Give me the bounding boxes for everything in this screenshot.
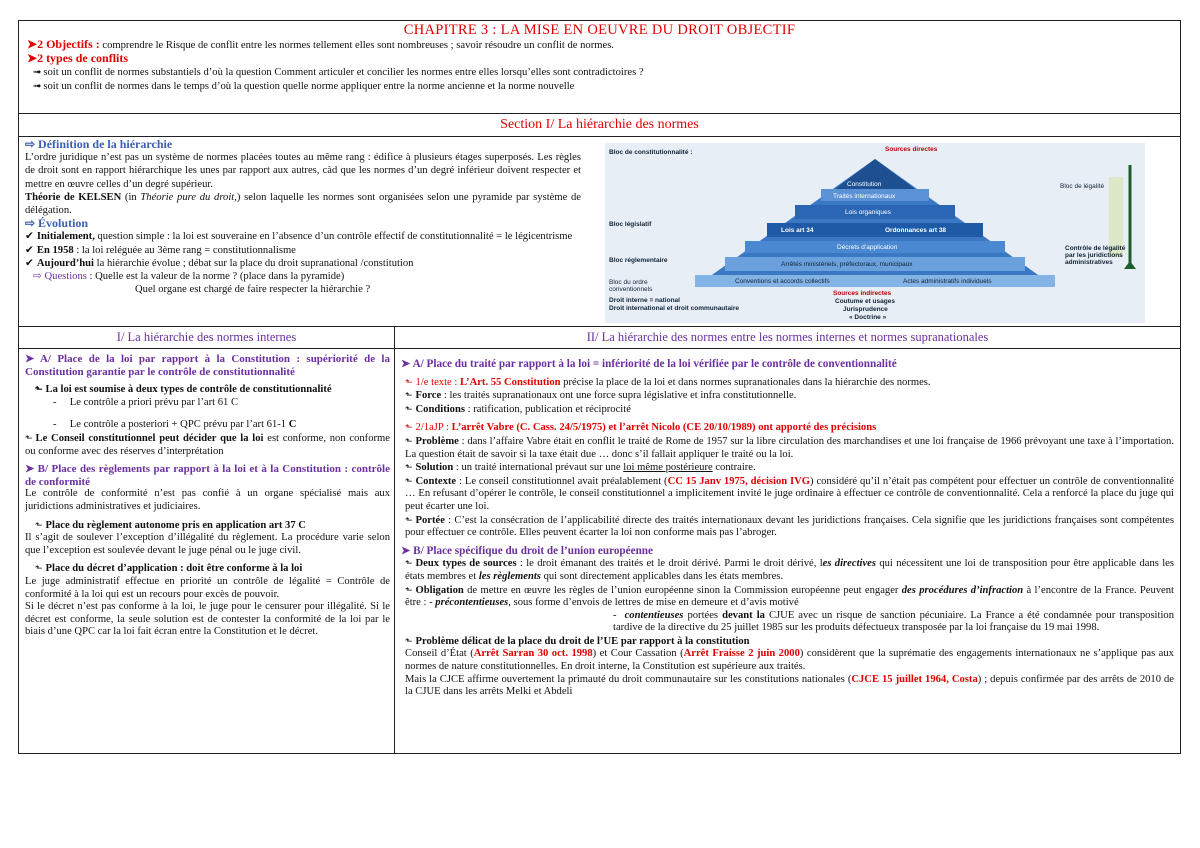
pyramid-level: Conventions et accords collectifs <box>735 278 830 285</box>
col1-heading: I/ La hiérarchie des normes internes <box>19 327 395 348</box>
type-item: ➟ soit un conflit de normes substantiels d’où la question Comment articuler et concilier les normes entre elles lorsqu’elles sont contradictoires ? <box>27 66 1177 79</box>
indirect-sources: Sources indirectes <box>833 290 892 297</box>
reglement-autonome: ⬑ Place du règlement autonome pris en application art 37 C <box>25 519 390 533</box>
pyramid-level: Lois art 34 <box>781 227 814 234</box>
col2-subsection-a: ➤ A/ Place du traité par rapport à la loi = infériorité de la loi vérifiée par le contrôle de conventionnalité <box>401 358 897 370</box>
conditions-line: ⬑ Conditions : ratification, publication et réciprocité <box>401 403 1174 417</box>
decret-text: Le juge administratif effectue en priorité un contrôle de légalité = Contrôle de conformité à la loi qui est un recours pour excès de pouvoir. <box>25 575 390 600</box>
cc-decision: ⬑ Le Conseil constitutionnel peut décider que la loi est conforme, non conforme ou conforme avec des réserves d’interprétation <box>25 432 390 458</box>
pyramid-level: Décrets d’application <box>837 244 898 251</box>
evolution-item: ✔ Initialement, question simple : la loi est souveraine en l’absence d’un contrôle effectif de constitutionnalité = le légicentrisme <box>25 230 581 243</box>
chapter-header <box>19 21 1180 114</box>
pyramid-left-label: Bloc réglementaire <box>609 257 668 264</box>
objectifs-text: comprendre le Risque de conflit entre les normes tellement elles sont nombreuses ; savoir résoudre un conflit de normes. <box>99 40 614 51</box>
contexte-line: ⬑ Contexte : Le conseil constitutionnel avait préalablement (CC 15 Janv 1975, décision IVG) considéré qu’il n’était pas compétent pour effectuer un contrôle de conventionnalité … En refusant d’opérer le contrôle, le conseil constitutionnel a implicitement invité le juge ordinaire à effectuer ce contrôle de conventionnalité. Cela a renforcé la place du juge qui peut écarter une loi. <box>401 475 1174 514</box>
objectifs-label: 2 Objectifs : <box>37 37 100 51</box>
texte-line: ⬑ 1/e texte : L’Art. 55 Constitution précise la place de la loi et dans normes supranationales dans la hiérarchie des normes. <box>401 376 1174 390</box>
contentieuses-line: - contentieuses portées devant la CJUE avec un risque de sanction pécuniaire. La France a été condamnée pour transposition tardive de la directive du 25 juillet 1985 sur les produits défectueux transposée par la loi française du 19 mai 1998. <box>613 609 1174 634</box>
side-label: Bloc de légalité <box>1060 183 1105 190</box>
sources-line: ⬑ Deux types de sources : le droit émanant des traités et le droit dérivé. Parmi le droit dérivé, les directives qui nécessitent une loi de transposition pour être applicable dans les états membres et les règlements qui sont directement applicables dans les états membres. <box>401 557 1174 583</box>
pyramid-level: Ordonnances art 38 <box>885 227 947 234</box>
chapter-title: CHAPITRE 3 : LA MISE EN OEUVRE DU DROIT OBJECTIF <box>403 22 796 38</box>
jp-line: ⬑ 2/1aJP : L’arrêt Vabre (C. Cass. 24/5/1975) et l’arrêt Nicolo (CE 20/10/1989) ont apporté des précisions <box>401 421 1174 435</box>
pyramid-level: Arrêtés ministériels, préfectoraux, municipaux <box>781 261 913 268</box>
cjce-line: Mais la CJCE affirme ouvertement la primauté du droit communautaire sur les constitutions nationales (CJCE 15 juillet 1964, Costa) ; depuis confirmée par des arrêts de 2010 de la CJUE dans les arrêts Melki et Abdeli <box>405 673 1175 698</box>
type-item: ➟ soit un conflit de normes dans le temps d’où la question quelle norme appliquer entre la norme ancienne et la norme nouvelle <box>27 80 1177 93</box>
types-label: 2 types de conflits <box>37 51 129 66</box>
evolution-item: ✔ Aujourd’hui la hiérarchie évolue ; débat sur la place du droit supranational /constitution <box>25 257 581 270</box>
obligation-line: ⬑ Obligation de mettre en œuvre les règles de l’union européenne sinon la Commission européenne peut engager des procédures d’infraction à l’encontre de la France. Peuvent être : - précontentieuses, sous forme d’envois de lettres de mise en demeure et d’avis motivé <box>401 584 1174 610</box>
pyramid-left-label: Bloc du ordre conventionnels <box>609 279 653 293</box>
reglement-text: Il s’agit de soulever l’exception d’illégalité du règlement. La procédure varie selon que l’exception est soulevée devant le juge pénal ou le juge civil. <box>25 532 390 556</box>
columns-header <box>19 327 1180 349</box>
jurisprudence-line: Conseil d’État (Arrêt Sarran 30 oct. 1998) et Cour Cassation (Arrêt Fraisse 2 juin 2000) considèrent que la suprématie des engagements internationaux ne s’applique pas aux normes de nature constitutionnelles. En droit interne, la Constitution est supérieure aux traités. <box>405 648 1174 673</box>
col1-content <box>19 349 395 753</box>
control-item: - Le contrôle a priori prévu par l’art 61 C <box>53 396 239 408</box>
force-line: ⬑ Force : les traités supranationaux ont une force supra législative et infra constitutionnelle. <box>401 389 1174 403</box>
probleme-line: ⬑ Problème : dans l’affaire Vabre était en conflit le traité de Rome de 1957 sur la libre circulation des marchandises et une loi française de 1966 prévoyant une taxe à l’importation. La question était de savoir si la taxe était due … donc s’il fallait appliquer le traité ou la loi. <box>401 435 1174 461</box>
pyramid-level: Actes administratifs individuels <box>903 278 992 285</box>
intro-block <box>19 38 1180 95</box>
section-title-row <box>19 114 1180 137</box>
solution-line: ⬑ Solution : un traité international prévaut sur une loi même postérieure contraire. <box>401 461 1174 475</box>
col1-subsection-a: ➤ A/ Place de la loi par rapport à la Constitution : supériorité de la Constitution garantie par le contrôle de constitutionnalité <box>25 353 390 378</box>
arrow-icon: ➤ <box>27 37 38 51</box>
decret-text-2: Si le décret n’est pas conforme à la loi, le juge pour le censurer pour illégalité. Si le décret est conforme, la seule solution est de contester la conformité de la loi par le biais d’une QPC car la loi fait écran entre la Constitution et le décret. <box>25 601 390 638</box>
b-text: Le contrôle de conformité n’est pas confié à un organe spécialisé mais aux juridictions administratives et judiciaires. <box>25 488 390 512</box>
col2-heading: II/ La hiérarchie des normes entre les normes internes et normes supranationales <box>586 330 989 344</box>
definition-heading: ⇨ Définition de la hiérarchie <box>25 137 173 151</box>
document-sheet <box>18 20 1181 754</box>
section1-body <box>19 137 1180 327</box>
questions-line: ⇨ Questions : Quelle est la valeur de la norme ? (place dans la pyramide) <box>33 271 345 283</box>
control-types: ⬑ La loi est soumise à deux types de contrôle de constitutionnalité <box>25 383 390 397</box>
control-label: Contrôle de légalité par les juridictions administratives <box>1065 245 1126 266</box>
col2-content <box>395 349 1180 753</box>
pyramid-level: Lois organiques <box>845 209 891 216</box>
pyramid-level: Constitution <box>847 181 882 188</box>
probleme-delicat-line: ⬑ Problème délicat de la place du droit de l’UE par rapport à la constitution <box>401 635 1174 649</box>
indirect-sources: Jurisprudence <box>843 306 888 313</box>
pyramid-figure <box>585 137 1180 326</box>
indirect-sources: « Doctrine » <box>849 314 887 321</box>
evolution-heading: ⇨ Évolution <box>25 216 89 231</box>
columns-body <box>19 349 1180 753</box>
pyramid-bottom-label: Droit international et droit communautaire <box>609 305 740 312</box>
decret-application: ⬑ Place du décret d’application : doit être conforme à la loi <box>25 562 390 576</box>
control-item: - Le contrôle a posteriori + QPC prévu par l’art 61-1 C <box>53 419 297 431</box>
pyramid-bottom-label: Droit interne = national <box>609 297 680 304</box>
indirect-sources: Coutume et usages <box>835 298 895 305</box>
arrow-icon: ➤ <box>27 51 38 66</box>
question-2: Quel organe est chargé de faire respecter la hiérarchie ? <box>135 284 371 296</box>
col1-subsection-b: ➤ B/ Place des règlements par rapport à la loi et à la Constitution : contrôle de conformité <box>25 463 390 488</box>
pyramid-top-label: Sources directes <box>885 146 938 153</box>
pyramid-left-label: Bloc de constitutionnalité : <box>609 149 693 156</box>
definition-text: L’ordre juridique n’est pas un système de normes placées toutes au même rang : édifice à plusieurs étages superposés. Les règles de droit sont en rapport hiérarchique les unes par rapport aux autres, càd que les normes d’un degré inférieur doivent respecter et mettre en œuvre celles d’un degré supérieur. <box>25 152 581 190</box>
kelsen-text: Théorie de KELSEN (in Théorie pure du droit,) selon laquelle les normes sont organisées selon une pyramide par système de délégation. <box>25 191 581 217</box>
section-title: Section I/ La hiérarchie des normes <box>500 117 699 132</box>
section1-text <box>19 137 585 326</box>
pyramid-left-label: Bloc législatif <box>609 221 652 228</box>
portee-line: ⬑ Portée : C’est la consécration de l’applicabilité directe des traités internationaux devant les juridictions françaises. Cela signifie que les juridictions françaises sont compétentes pour effectuer ce contrôle. Elles peuvent écarter la loi non conforme mais pas l’abroger. <box>401 514 1174 540</box>
col2-subsection-b: ➤ B/ Place spécifique du droit de l’union européenne <box>401 544 653 557</box>
evolution-item: ✔ En 1958 : la loi reléguée au 3ème rang = constitutionnalisme <box>25 244 581 257</box>
pyramid-level: Traités internationaux <box>833 193 896 200</box>
